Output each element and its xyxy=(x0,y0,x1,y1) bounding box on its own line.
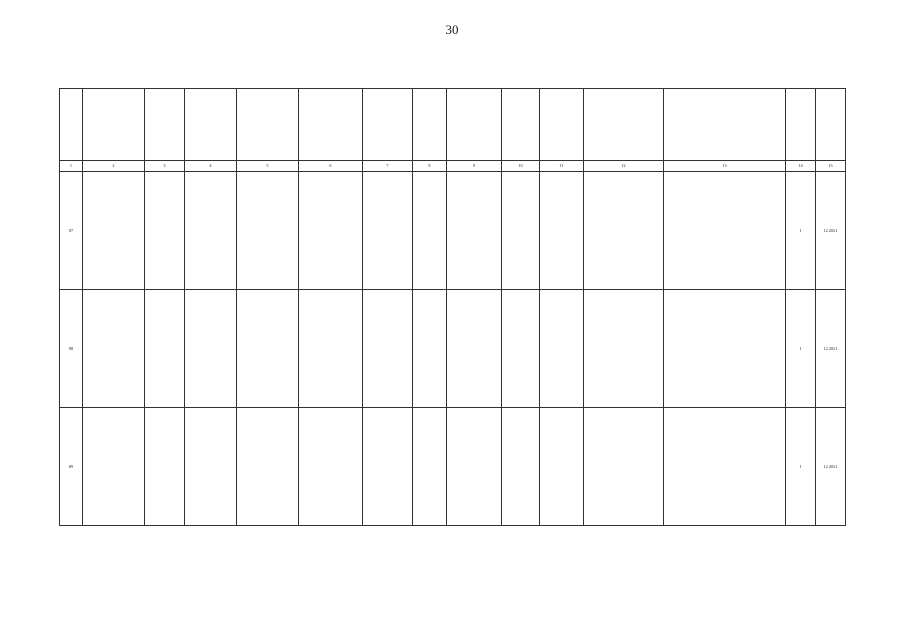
table-cell xyxy=(540,172,584,290)
table-cell xyxy=(145,290,185,408)
column-header xyxy=(786,89,816,161)
column-header xyxy=(540,89,584,161)
column-index: 6 xyxy=(299,161,363,172)
column-header xyxy=(145,89,185,161)
table-cell: 1 xyxy=(786,408,816,526)
table-cell xyxy=(83,172,145,290)
table-cell xyxy=(664,172,786,290)
table-cell xyxy=(185,408,237,526)
table-cell xyxy=(83,290,145,408)
column-index: 8 xyxy=(413,161,447,172)
table-cell: 12.2021 xyxy=(816,290,846,408)
column-index: 14 xyxy=(786,161,816,172)
column-header xyxy=(584,89,664,161)
column-index: 11 xyxy=(540,161,584,172)
column-index: 13 xyxy=(664,161,786,172)
table-cell xyxy=(447,408,502,526)
column-header xyxy=(413,89,447,161)
table-cell xyxy=(185,172,237,290)
column-index-row xyxy=(60,161,846,172)
table-cell xyxy=(540,408,584,526)
table-cell xyxy=(299,172,363,290)
column-header xyxy=(363,89,413,161)
page-number: 30 xyxy=(445,22,459,37)
column-index: 5 xyxy=(237,161,299,172)
column-index: 9 xyxy=(447,161,502,172)
table-row xyxy=(60,172,846,290)
table-cell: 12.2021 xyxy=(816,172,846,290)
table-row xyxy=(60,290,846,408)
table-cell xyxy=(502,290,540,408)
column-index: 3 xyxy=(145,161,185,172)
column-index: 15 xyxy=(816,161,846,172)
table-row xyxy=(60,408,846,526)
column-index: 10 xyxy=(502,161,540,172)
column-header xyxy=(502,89,540,161)
table-cell xyxy=(664,290,786,408)
table-cell xyxy=(664,408,786,526)
table-cell xyxy=(413,172,447,290)
table-cell xyxy=(83,408,145,526)
table-cell xyxy=(447,172,502,290)
table-cell xyxy=(413,290,447,408)
table-cell: 12.2021 xyxy=(816,408,846,526)
table-cell xyxy=(447,290,502,408)
column-header xyxy=(60,89,83,161)
table-cell xyxy=(584,172,664,290)
table-cell xyxy=(237,172,299,290)
table-cell xyxy=(145,408,185,526)
table-cell: 1 xyxy=(786,290,816,408)
table-cell xyxy=(299,408,363,526)
table-cell xyxy=(584,408,664,526)
column-header xyxy=(816,89,846,161)
table-cell: 88 xyxy=(60,290,83,408)
table-cell xyxy=(237,408,299,526)
table-cell xyxy=(363,408,413,526)
column-header xyxy=(237,89,299,161)
table-cell xyxy=(299,290,363,408)
table-cell: 89 xyxy=(60,408,83,526)
table-cell xyxy=(237,290,299,408)
table-cell xyxy=(502,172,540,290)
column-header xyxy=(185,89,237,161)
column-index: 2 xyxy=(83,161,145,172)
table-cell xyxy=(413,408,447,526)
table-cell xyxy=(185,290,237,408)
column-header xyxy=(83,89,145,161)
table-cell xyxy=(540,290,584,408)
column-header xyxy=(447,89,502,161)
table-cell: 87 xyxy=(60,172,83,290)
column-index: 12 xyxy=(584,161,664,172)
column-index: 1 xyxy=(60,161,83,172)
column-header xyxy=(664,89,786,161)
column-index: 7 xyxy=(363,161,413,172)
table-cell xyxy=(502,408,540,526)
table-cell xyxy=(363,290,413,408)
column-header xyxy=(299,89,363,161)
equipment-table xyxy=(59,88,846,526)
column-index: 4 xyxy=(185,161,237,172)
table-cell xyxy=(145,172,185,290)
table-cell xyxy=(584,290,664,408)
table-cell: 1 xyxy=(786,172,816,290)
header-row xyxy=(60,89,846,161)
table-cell xyxy=(363,172,413,290)
